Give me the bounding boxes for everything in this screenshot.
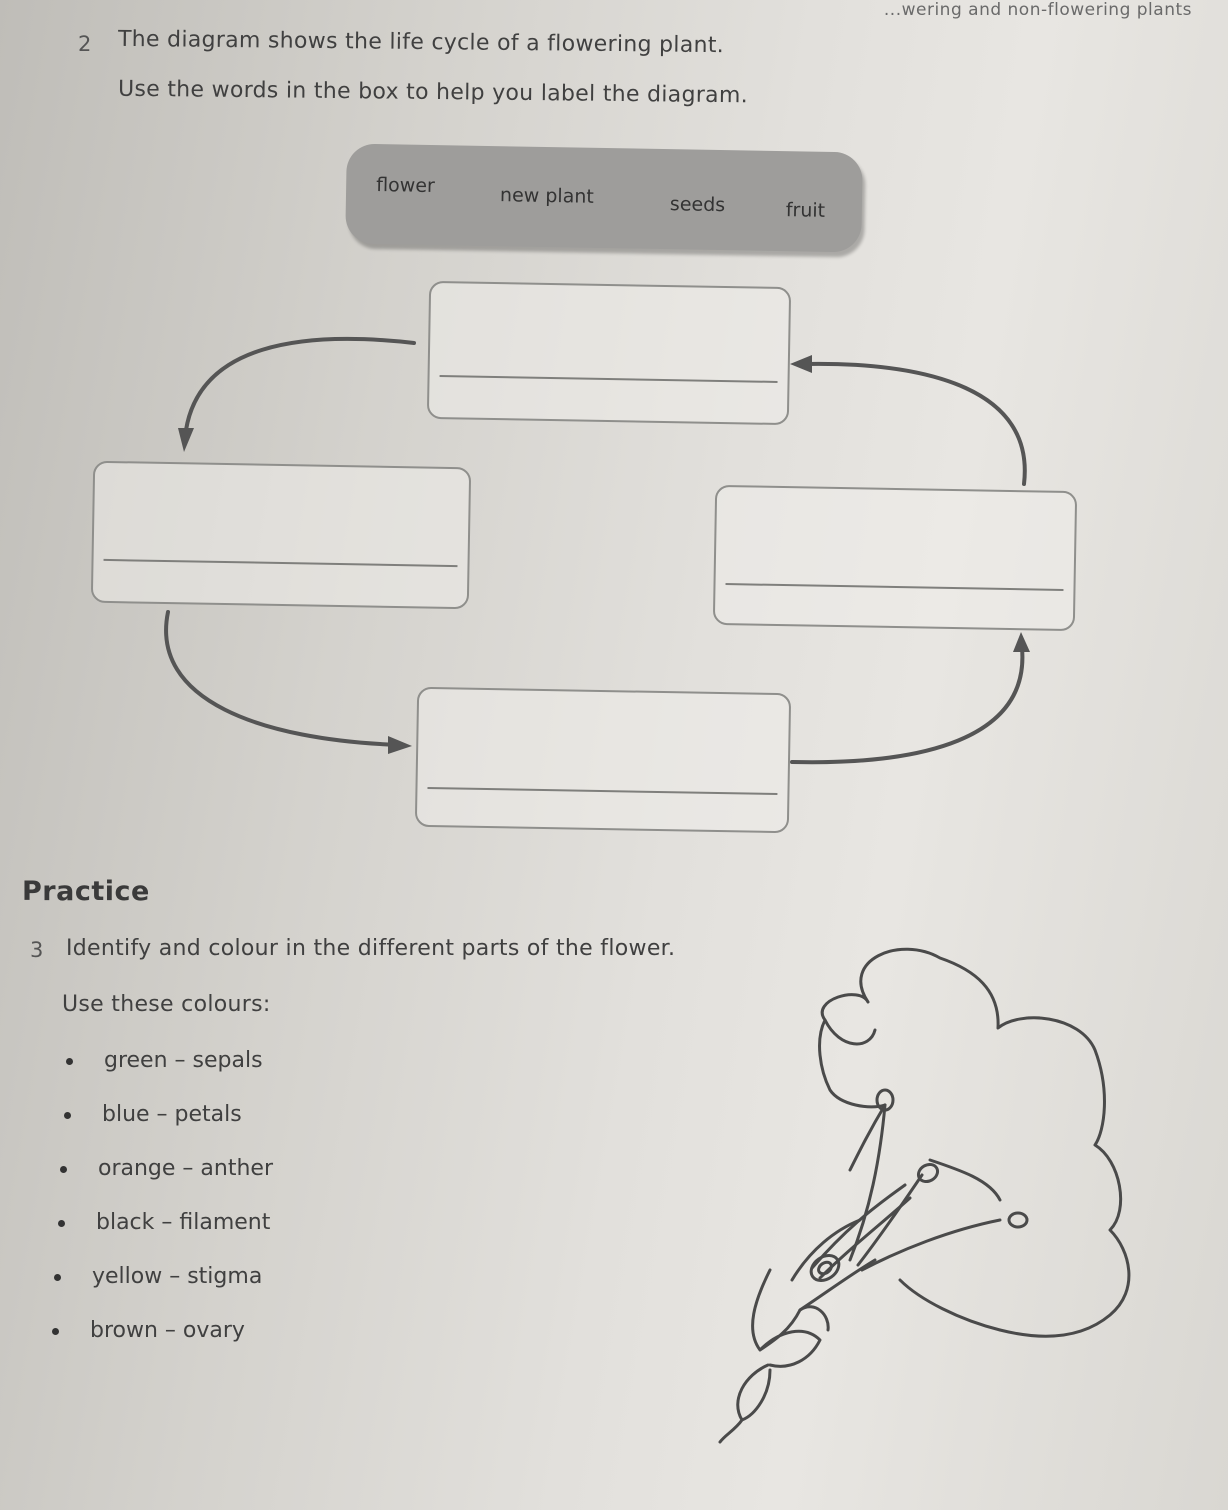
arrow-right-to-top (806, 364, 1025, 484)
arrow-bottom-to-right (792, 648, 1022, 762)
bullet-icon (66, 1058, 73, 1065)
answer-line (104, 559, 458, 567)
bullet-icon (54, 1274, 61, 1281)
arrowhead-bottom (388, 736, 412, 754)
question-3-instruction: Identify and colour in the different parts of the flower. (66, 936, 676, 961)
petal-inner-curves[interactable] (850, 1105, 1000, 1330)
question-2-instruction: The diagram shows the life cycle of a flowering plant. (117, 26, 725, 59)
bullet-icon (52, 1328, 59, 1335)
word-bank-item-fruit: fruit (785, 199, 826, 222)
arrow-left-to-bottom (166, 612, 400, 745)
word-bank-item-flower: flower (375, 174, 436, 198)
answer-line (440, 375, 778, 383)
label-box-top[interactable] (427, 281, 791, 425)
bullet-icon (64, 1112, 71, 1119)
label-box-left[interactable] (91, 461, 471, 610)
question-2-number: 2 (78, 32, 92, 56)
word-bank-item-seeds: seeds (669, 193, 726, 217)
question-3-sub-instruction: Use these colours: (62, 992, 271, 1017)
question-2-sub-instruction: Use the words in the box to help you label the diagram. (117, 76, 749, 109)
arrowhead-left (178, 428, 194, 452)
practice-heading: Practice (22, 876, 150, 907)
anther[interactable] (1009, 1213, 1027, 1227)
ovary[interactable] (806, 1250, 843, 1285)
answer-line (427, 787, 777, 795)
arrowhead-right (1013, 632, 1030, 652)
label-box-bottom[interactable] (415, 687, 791, 834)
flower-drawing[interactable] (700, 930, 1160, 1450)
question-3-number: 3 (30, 938, 44, 962)
bullet-icon (60, 1166, 67, 1173)
word-bank-item-new-plant: new plant (499, 184, 595, 208)
sepals[interactable] (753, 1270, 829, 1366)
stem (720, 1365, 770, 1442)
bullet-icon (58, 1220, 65, 1227)
arrowhead-top (790, 355, 812, 373)
worksheet-page: ...wering and non-flowering plants 2 The diagram shows the life cycle of a flowering plant. Use the words in the box to help you label the diagram. flower new plant seeds fruit Practice 3 Identify and colour in the different parts of the flower. Use these colours: green – sepals blue – petals orange – anther black – filament yellow – stigma brown – ovary (0, 0, 1228, 1510)
running-header: ...wering and non-flowering plants (883, 0, 1192, 20)
answer-line (726, 583, 1064, 591)
label-box-right[interactable] (713, 485, 1077, 631)
arrow-top-to-left (186, 339, 414, 430)
petals-outline[interactable] (820, 949, 1129, 1336)
